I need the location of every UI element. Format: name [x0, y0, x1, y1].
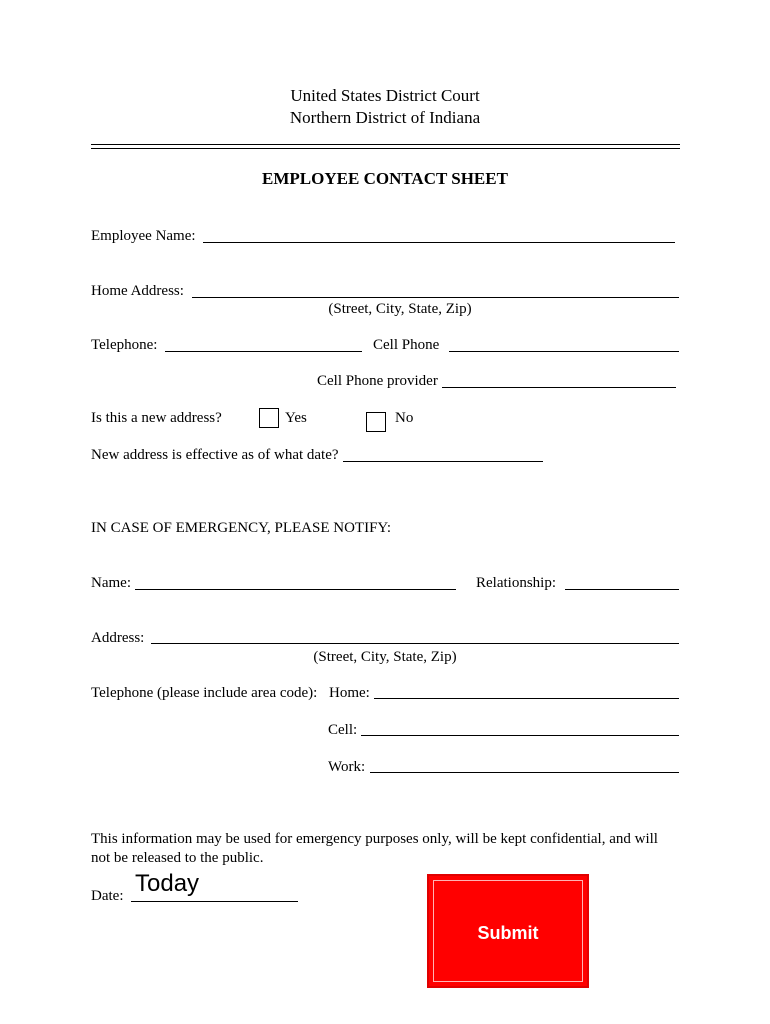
emergency-telephone-label: Telephone (please include area code): — [91, 685, 318, 701]
emergency-heading: IN CASE OF EMERGENCY, PLEASE NOTIFY: — [91, 520, 392, 536]
telephone-label: Telephone: — [91, 337, 158, 353]
submit-button-label: Submit — [477, 923, 539, 943]
form-title: EMPLOYEE CONTACT SHEET — [262, 169, 508, 188]
date-value[interactable]: Today — [135, 870, 200, 897]
cell-phone-emergency-field[interactable] — [361, 735, 679, 736]
effective-date-label: New address is effective as of what date? — [91, 447, 339, 463]
effective-date-field[interactable] — [343, 461, 543, 462]
date-field-underline — [131, 901, 298, 902]
header-rule-top — [91, 144, 680, 145]
no-label: No — [395, 410, 414, 426]
employee-name-field[interactable] — [203, 242, 675, 243]
cell-phone-label: Cell Phone — [373, 337, 440, 353]
emergency-address-label: Address: — [91, 630, 145, 646]
header-rule-bottom — [91, 148, 680, 149]
cell-provider-field[interactable] — [442, 387, 676, 388]
disclaimer-line-1: This information may be used for emergency purposes only, will be kept confidential, and will — [91, 831, 658, 847]
employee-name-label: Employee Name: — [91, 228, 196, 244]
emergency-address-hint: (Street, City, State, Zip) — [313, 649, 457, 665]
home-address-field[interactable] — [192, 297, 679, 298]
disclaimer-line-2: not be released to the public. — [91, 850, 264, 866]
yes-checkbox[interactable] — [259, 408, 279, 428]
yes-label: Yes — [285, 410, 307, 426]
emergency-name-field[interactable] — [135, 589, 456, 590]
court-name: United States District Court — [290, 86, 480, 105]
telephone-field[interactable] — [165, 351, 362, 352]
home-phone-field[interactable] — [374, 698, 679, 699]
relationship-label: Relationship: — [476, 575, 556, 591]
emergency-name-label: Name: — [91, 575, 131, 591]
work-phone-field[interactable] — [370, 772, 679, 773]
new-address-question: Is this a new address? — [91, 410, 222, 426]
relationship-field[interactable] — [565, 589, 679, 590]
emergency-address-field[interactable] — [151, 643, 679, 644]
home-address-label: Home Address: — [91, 283, 184, 299]
cell-phone-field[interactable] — [449, 351, 679, 352]
work-phone-label: Work: — [328, 759, 366, 775]
cell-phone-emergency-label: Cell: — [328, 722, 358, 738]
no-checkbox[interactable] — [366, 412, 386, 432]
home-address-hint: (Street, City, State, Zip) — [328, 301, 472, 317]
district-name: Northern District of Indiana — [289, 108, 481, 127]
home-phone-label: Home: — [329, 685, 370, 701]
submit-button[interactable] — [427, 874, 589, 988]
cell-provider-label: Cell Phone provider — [317, 373, 438, 389]
date-label: Date: — [91, 888, 124, 904]
